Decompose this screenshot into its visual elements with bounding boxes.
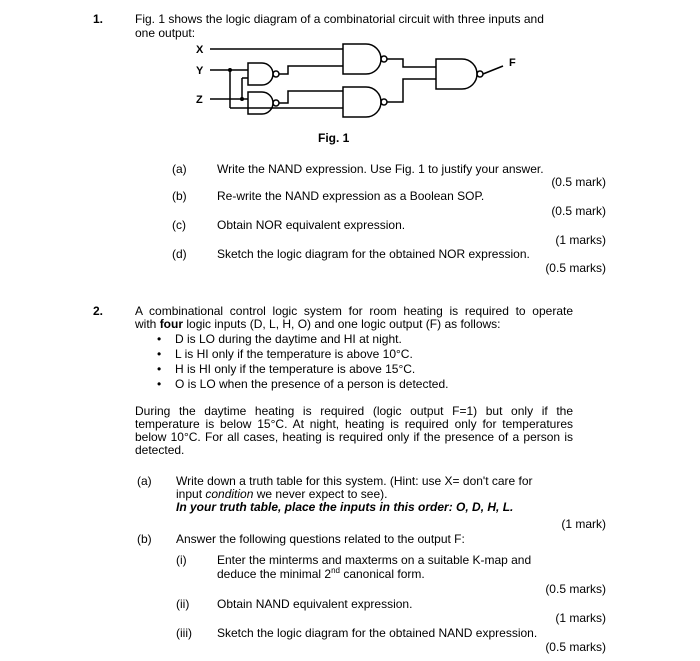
nand-gate-upper-bubble: [381, 56, 387, 62]
input-z-label: Z: [196, 94, 203, 106]
nand-gate-upper: [343, 44, 381, 74]
wire-upper-out: [387, 59, 436, 67]
nand-gate-2-bubble: [273, 100, 279, 106]
q2-sub-i-label: (i): [176, 553, 187, 567]
q2-part-a-label: (a): [137, 474, 152, 488]
q2-paragraph: During the daytime heating is required (logic output F=1) but only if the temperature is below 15°C. At night, heating is required only for temperatures below 10°C. For all cases, heating is required only if the presence of a person is detected.: [135, 404, 573, 457]
wire-nand1-out: [279, 66, 343, 74]
bullet-dot: •: [157, 362, 162, 376]
q2-sub-ii-label: (ii): [176, 597, 190, 611]
nand-gate-lower: [343, 87, 381, 117]
q2-part-b-label: (b): [137, 532, 152, 546]
input-x-label: X: [196, 44, 204, 56]
bullet-dot: •: [157, 332, 162, 346]
q1-part-c-text: Obtain NOR equivalent expression.: [217, 218, 406, 232]
q2-part-a-order-note: In your truth table, place the inputs in this order: O, D, H, L.: [176, 500, 514, 514]
q2-sub-iii-label: (iii): [176, 626, 192, 640]
q2-sub-i-mark: (0.5 marks): [545, 582, 606, 596]
q2-part-b-text: Answer the following questions related to the output F:: [176, 532, 465, 546]
q1-part-b-mark: (0.5 mark): [551, 204, 606, 218]
q2-part-a-mark: (1 mark): [561, 517, 606, 531]
q2-sub-ii-mark: (1 marks): [555, 611, 606, 625]
nand-gate-output: [436, 59, 477, 89]
nand-gate-lower-bubble: [381, 99, 387, 105]
q2-bullet-4: O is LO when the presence of a person is detected.: [175, 377, 449, 391]
q1-part-d-mark: (0.5 marks): [545, 261, 606, 275]
q2-intro-line2: with four logic inputs (D, L, H, O) and one logic output (F) as follows:: [135, 317, 501, 331]
q1-intro-line2: one output:: [135, 26, 196, 40]
q2-sub-i-line1: Enter the minterms and maxterms on a suitable K-map and: [217, 553, 532, 567]
q2-bullet-1: D is LO during the daytime and HI at night.: [175, 332, 402, 346]
q2-sub-ii-text: Obtain NAND equivalent expression.: [217, 597, 413, 611]
q1-part-c-mark: (1 marks): [555, 233, 606, 247]
output-f-label: F: [509, 57, 516, 69]
q2-sub-iii-text: Sketch the logic diagram for the obtained NAND expression.: [217, 626, 538, 640]
q2-intro-line1: A combinational control logic system for room heating is required to operate: [135, 304, 573, 318]
nand-gate-1-bubble: [273, 71, 279, 77]
q1-part-a-label: (a): [172, 162, 187, 176]
figure-caption: Fig. 1: [318, 131, 350, 145]
q1-number: 1.: [93, 12, 104, 26]
nand-gate-1: [248, 63, 273, 85]
q2-sub-i-line2: deduce the minimal 2nd canonical form.: [217, 566, 425, 581]
q2-part-a-line1: Write down a truth table for this system. (Hint: use X= don't care for: [176, 474, 533, 488]
q1-part-d-label: (d): [172, 247, 187, 261]
bullet-dot: •: [157, 377, 162, 391]
bullet-dot: •: [157, 347, 162, 361]
wire-lower-out: [387, 79, 436, 102]
wire-output-f: [483, 66, 503, 74]
q1-part-c-label: (c): [172, 218, 186, 232]
q2-part-a-line2: input condition we never expect to see).: [176, 487, 388, 501]
input-y-label: Y: [196, 65, 204, 77]
nand-gate-2: [248, 92, 273, 114]
q2-bullet-3: H is HI only if the temperature is above 15°C.: [175, 362, 416, 376]
q1-part-d-text: Sketch the logic diagram for the obtained NOR expression.: [217, 247, 530, 261]
q1-part-b-label: (b): [172, 189, 187, 203]
q1-part-b-text: Re-write the NAND expression as a Boolean SOP.: [217, 189, 485, 203]
q1-part-a-text: Write the NAND expression. Use Fig. 1 to justify your answer.: [217, 162, 544, 176]
q2-bullet-2: L is HI only if the temperature is above 10°C.: [175, 347, 413, 361]
q2-number: 2.: [93, 304, 104, 318]
wire-nand2-out: [279, 91, 343, 103]
q2-sub-iii-mark: (0.5 marks): [545, 640, 606, 654]
q1-intro-line1: Fig. 1 shows the logic diagram of a combinatorial circuit with three inputs and: [135, 12, 544, 26]
q2-intro-bold: four: [159, 317, 184, 331]
nand-gate-output-bubble: [477, 71, 483, 77]
q1-part-a-mark: (0.5 mark): [551, 175, 606, 189]
